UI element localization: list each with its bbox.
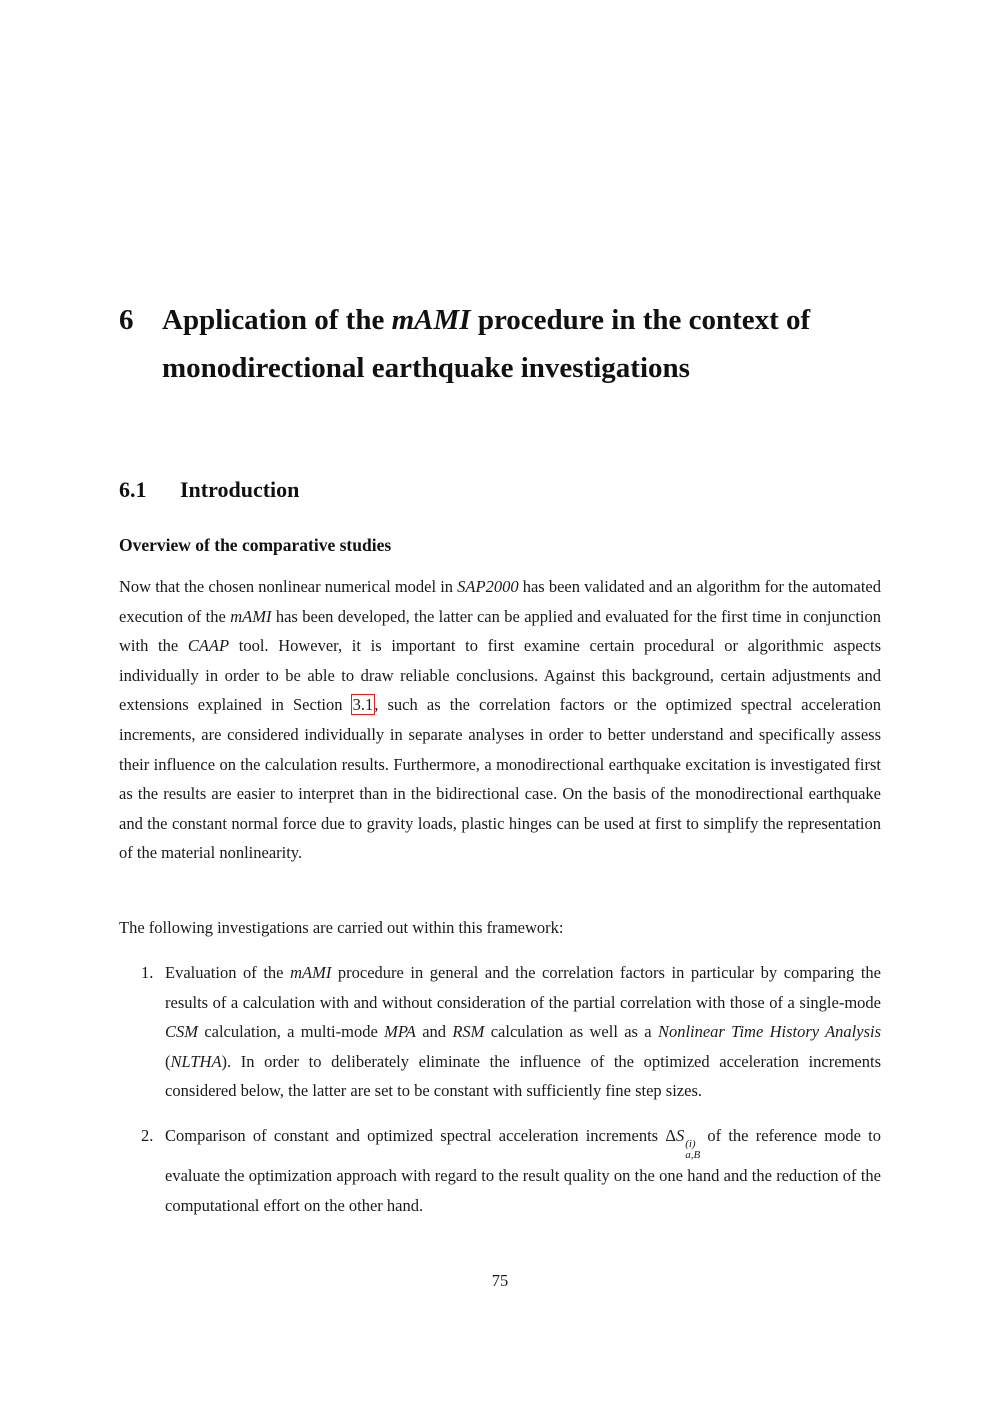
section-number: 6.1	[119, 477, 147, 502]
text-run: Now that the chosen nonlinear numerical model in	[119, 577, 458, 596]
math-scripts	[685, 1139, 700, 1161]
math-subscript: a,B	[685, 1148, 701, 1161]
paragraph-overview	[119, 572, 881, 868]
procedure-name: mAMI	[230, 606, 272, 626]
page-number: 75	[491, 1271, 509, 1290]
list-item	[119, 1121, 881, 1220]
text-run: of the reference mode to evaluate the optimization approach with regard to the result quality on the one hand and the reduction of the computational effort on the other hand.	[165, 1125, 881, 1215]
text-run: has been developed, the latter can be applied and evaluated for the first time in conjunction with the	[119, 606, 882, 656]
text-run: Comparison of constant and optimized spectral acceleration increments	[165, 1125, 666, 1145]
text-run: ). In order to deliberately eliminate the influence of the optimized acceleration increments considered below, the latter are set to be constant with sufficiently fine step sizes.	[165, 1051, 881, 1101]
section-heading	[119, 474, 299, 506]
chapter-number: 6	[119, 304, 134, 336]
software-name: SAP2000	[457, 577, 519, 596]
list-item	[119, 958, 881, 1106]
text-run: calculation, a multi-mode	[198, 1022, 385, 1042]
chapter-heading	[119, 296, 899, 392]
text-run: calculation as well as a	[484, 1022, 658, 1042]
tool-name: CAAP	[187, 636, 230, 656]
list-marker: 1.	[141, 963, 154, 982]
math-delta: Δ	[665, 1125, 676, 1145]
chapter-title-part: procedure in the context of monodirectional earthquake investigations	[162, 304, 811, 384]
method-name: CSM	[165, 1022, 198, 1042]
section-reference-link[interactable]: 3.1	[352, 695, 374, 715]
list-marker: 2.	[141, 1125, 154, 1145]
text-run: Evaluation of the	[165, 963, 291, 982]
investigation-list	[119, 958, 881, 1220]
text-run: , such as the correlation factors or the optimized spectral acceleration increments, are considered individually in separate analyses in order to better understand and specifically assess their influence on the calculation results. Furthermore, a monodirectional earthquake excitation is investigated first as the results are easier to interpret than in the bidirectional case. On the basis of the monodirectional earthquake and the constant normal force due to gravity loads, plastic hinges can be used at first to simplify the representation of the material nonlinearity.	[119, 695, 881, 863]
text-run: (	[165, 1051, 171, 1071]
chapter-title-emphasis: mAMI	[391, 304, 471, 336]
text-run: tool. However, it is important to first examine certain procedural or algorithmic aspects individually in order to be able to draw reliable conclusions. Against this background, certain adjustments and extensions explained in Section	[119, 636, 881, 715]
text-run: has been validated and an algorithm for the automated execution of the	[119, 577, 881, 626]
paragraph-framework: The following investigations are carried out within this framework:	[119, 918, 564, 937]
chapter-title-part: Application of the	[162, 304, 392, 336]
chapter-title	[162, 296, 899, 392]
method-name: Nonlinear Time History Analysis	[657, 1022, 882, 1042]
text-run: and	[415, 1022, 453, 1042]
subsection-heading: Overview of the comparative studies	[119, 535, 392, 555]
text-run: procedure in general and the correlation factors in particular by comparing the results of a calculation with and without consideration of the partial correlation with those of a single-mode	[165, 963, 881, 1012]
section-title: Introduction	[180, 477, 300, 502]
method-name: MPA	[384, 1022, 416, 1042]
math-expression	[665, 1125, 701, 1161]
method-name: RSM	[452, 1022, 485, 1042]
math-symbol: S	[675, 1125, 685, 1145]
procedure-name: mAMI	[290, 963, 332, 982]
method-abbreviation: NLTHA	[170, 1051, 222, 1071]
math-superscript: (i)	[685, 1137, 696, 1150]
